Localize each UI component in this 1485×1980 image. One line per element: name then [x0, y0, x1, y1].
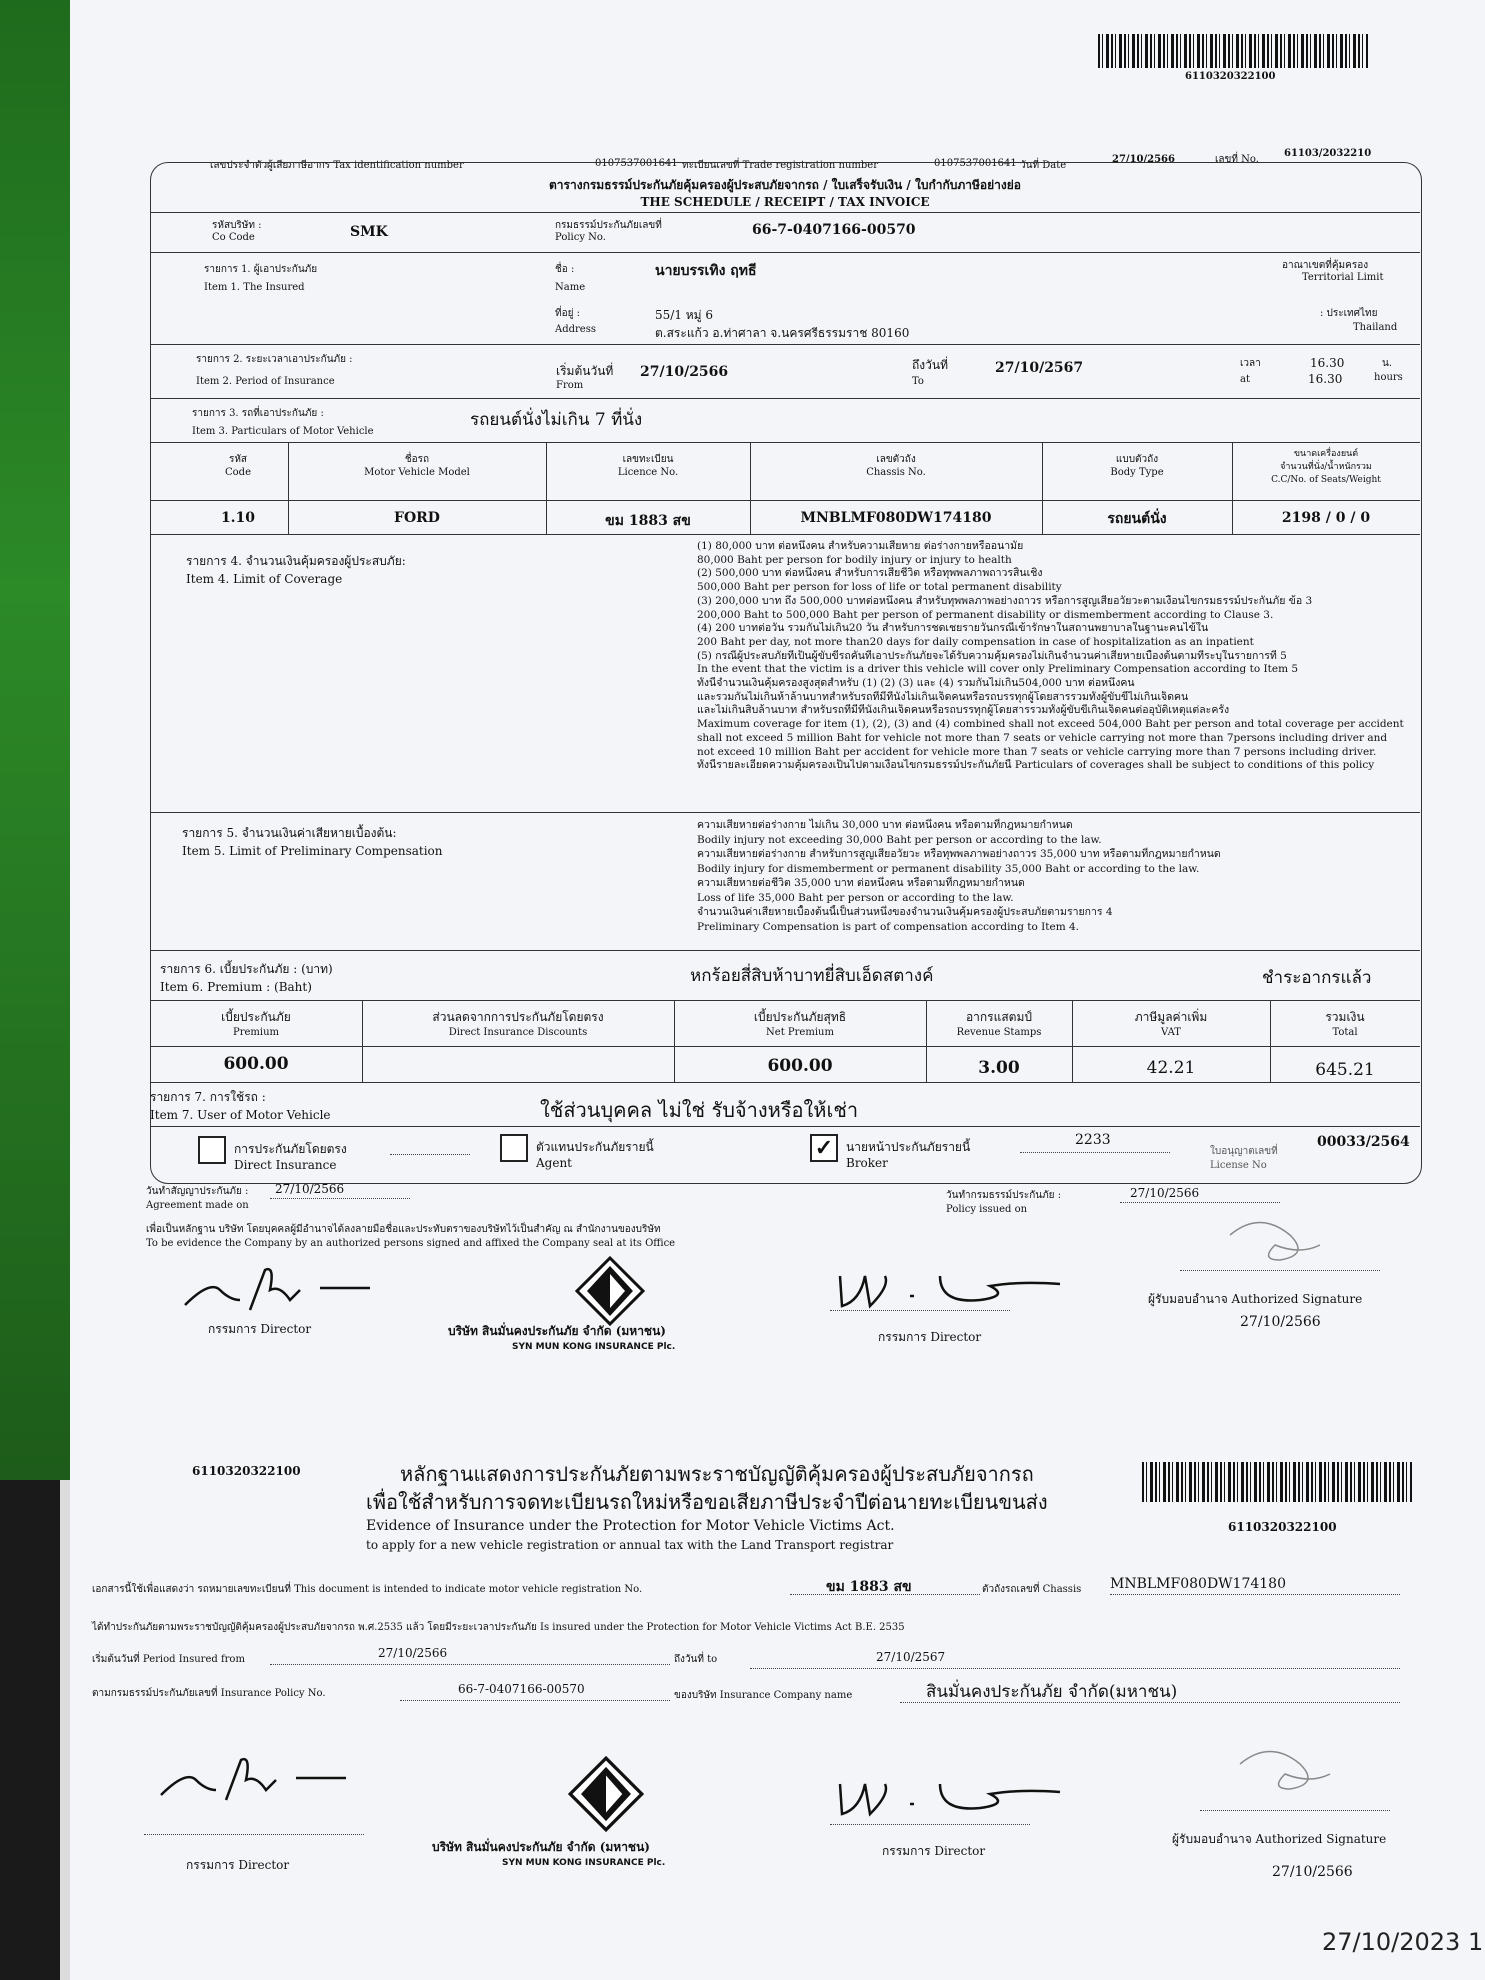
- period-to: 27/10/2567: [995, 360, 1084, 376]
- vehicle-header-cc: ขนาดเครื่องยนต์ จำนวนที่นั่ง/น้ำหนักรวม C.C/No. of Seats/Weight: [1271, 449, 1381, 485]
- insurance-document: [70, 0, 1485, 1980]
- company-name-th-2: บริษัท สินมั่นคงประกันภัย จำกัด (มหาชน): [432, 1840, 650, 1854]
- item4-label-en: Item 4. Limit of Coverage: [186, 572, 343, 586]
- license-number: 00033/2564: [1317, 1134, 1410, 1150]
- stamps-value: 3.00: [978, 1058, 1020, 1078]
- item2-label-en: Item 2. Period of Insurance: [196, 376, 335, 387]
- premium-header: เบี้ยประกันภัย Premium: [221, 1010, 291, 1038]
- net-premium-value: 600.00: [767, 1056, 833, 1076]
- item3-label-en: Item 3. Particulars of Motor Vehicle: [192, 426, 374, 437]
- top-barcode-number: 6110320322100: [1185, 71, 1276, 82]
- broker-code: 2233: [1075, 1132, 1111, 1148]
- evidence-from: 27/10/2566: [378, 1646, 448, 1660]
- item1-label-th: รายการ 1. ผู้เอาประกันภัย: [204, 264, 318, 275]
- evidence-text-en: To be evidence the Company by an authorized persons signed and affixed the Company seal at its Office: [146, 1238, 676, 1249]
- director-signature-4: [830, 1764, 1070, 1824]
- company-logo-icon: [575, 1256, 645, 1326]
- item6-label-en: Item 6. Premium : (Baht): [160, 980, 312, 994]
- agreement-label-en: Agreement made on: [146, 1200, 249, 1211]
- net-premium-header: เบี้ยประกันภัยสุทธิ Net Premium: [753, 1010, 847, 1038]
- territory-en: Territorial Limit: [1302, 272, 1384, 283]
- direct-insurance-label-en: Direct Insurance: [234, 1158, 337, 1172]
- doc-no-label: เลขที่ No.: [1215, 154, 1259, 165]
- item5-label-th: รายการ 5. จำนวนเงินค่าเสียหายเบื้องต้น:: [182, 826, 397, 840]
- name-label-en: Name: [555, 282, 586, 293]
- co-code: SMK: [350, 224, 388, 240]
- period-to-th: ถึงวันที่: [912, 358, 948, 372]
- vehicle-code: 1.10: [220, 510, 256, 526]
- policy-label-th: กรมธรรม์ประกันภัยเลขที่: [555, 220, 662, 231]
- policy-number: 66-7-0407166-00570: [752, 222, 916, 238]
- period-from-th: เริ่มต้นวันที่: [556, 364, 614, 378]
- evidence-from-label: เริ่มต้นวันที่ Period Insured from: [92, 1654, 245, 1665]
- evidence-text-th: เพื่อเป็นหลักฐาน บริษัท โดยบุคคลผู้มีอำนาจได้ลงลายมือชื่อและประทับตราของบริษัทไว้เป็นสำคัญ ณ สำนักงานของบริษัท: [146, 1224, 661, 1235]
- period-from: 27/10/2566: [640, 364, 729, 380]
- schedule-title: [150, 176, 1420, 209]
- doc-no: 61103/2032210: [1284, 148, 1372, 159]
- agreement-date: 27/10/2566: [275, 1182, 345, 1196]
- evidence-title-th2: เพื่อใช้สำหรับการจดทะเบียนรถใหม่หรือขอเสียภาษีประจำปีต่อนายทะเบียนขนส่ง: [366, 1490, 1048, 1514]
- policy-label-en: Policy No.: [555, 232, 606, 243]
- evidence-company-label: ของบริษัท Insurance Company name: [674, 1690, 853, 1701]
- agreement-label-th: วันทำสัญญาประกันภัย :: [146, 1186, 249, 1197]
- company-name-en-1: SYN MUN KONG INSURANCE Plc.: [512, 1342, 676, 1352]
- evidence-doc-number: 6110320322100: [192, 1464, 301, 1478]
- total-header: รวมเงิน Total: [1325, 1010, 1365, 1038]
- coverage-text: (1) 80,000 บาท ต่อหนึ่งคน สำหรับความเสียหาย ต่อร่างกายหรืออนามัย 80,000 Baht per person for bodily injury or injury to health (2) 500,000 บาท ต่อหนึ่งคน สำหรับการเสียชีวิต หรือทุพพลภาพถาวรสิ้นเชิง 500,000 Baht per person for loss of life or total permanent disability (3) 200,000 บาท ถึง 500,000 บาทต่อหนึ่งคน สำหรับทุพพลภาพอย่างถาวร หรือการสูญเสียอวัยวะตามเงื่อนไขกรมธรรม์ประกันภัย ข้อ 3 200,000 Baht to 500,000 Baht per person of permanent disability or dismemberment according to Clause 3. (4) 200 บาทต่อวัน รวมกันไม่เกิน20 วัน สำหรับการชดเชยรายวันกรณีเข้ารักษาในสถานพยาบาลในฐานะคนไข้ใน 200 Baht per day, not more than20 days for daily compensation in case of hospitalization as an inpatient (5) กรณีผู้ประสบภัยที่เป็นผู้ขับขี่รถคันที่เอาประกันภัยจะได้รับความคุ้มครองไม่เกินจำนวนค่าเสียหายเบื้องต้นตามที่ระบุในรายการที่ 5 In the event that the victim is a driver this vehicle will cover only Preliminary Compensation according to Item 5 ทั้งนี้จำนวนเงินคุ้มครองสูงสุดสำหรับ (1) (2) (3) และ (4) รวมกันไม่เกิน504,000 บาท ต่อหนึ่งคน และรวมกันไม่เกินห้าล้านบาทสำหรับรถที่มีที่นั่งไม่เกินเจ็ดคนหรือรถบรรทุกผู้โดยสารรวมทั้งผู้ขับขี่ไม่เกินเจ็ดคน และไม่เกินสิบล้านบาท สำหรับรถที่มีที่นั่งเกินเจ็ดคนหรือรถบรรทุกผู้โดยสารรวมทั้งผู้ขับขี่เกินเจ็ดคนต่ออุบัติเหตุแต่ละครั้ง Maximum coverage for item (1), (2), (3) and (4) combined shall not exceed 504,000 Baht per person and total coverage per accident shall not exceed 5 million Baht for vehicle not more than 7 seats or vehicle carrying not more than 7persons including driver and not exceed 10 million Baht per accident for vehicle more than 7 seats or vehicle carrying more than 7 persons including driver. ทั้งนี้รายละเอียดความคุ้มครองเป็นไปตามเงื่อนไขกรมธรรม์ประกันภัยนี้ Particulars of coverages shall be subject to conditions of this policy: [697, 540, 1404, 772]
- vat-value: 42.21: [1146, 1058, 1196, 1078]
- premium-value: 600.00: [223, 1054, 289, 1074]
- time-from: 16.30: [1310, 356, 1345, 370]
- evidence-chassis-label: ตัวถังรถเลขที่ Chassis: [982, 1584, 1082, 1595]
- director-signature-2: [830, 1256, 1070, 1316]
- period-from-en: From: [556, 380, 584, 391]
- stamps-header: อากรแสตมป์ Revenue Stamps: [956, 1010, 1042, 1038]
- time-to: 16.30: [1308, 372, 1343, 386]
- director-label-4: กรรมการ Director: [882, 1844, 986, 1858]
- evidence-title-en2: to apply for a new vehicle registration or annual tax with the Land Transport registrar: [366, 1538, 894, 1552]
- item1-label-en: Item 1. The Insured: [204, 282, 305, 293]
- vehicle-cc: 2198 / 0 / 0: [1281, 510, 1371, 526]
- header-date-label: วันที่ Date: [1020, 160, 1067, 171]
- evidence-reg: ขม 1883 สข: [826, 1579, 912, 1595]
- broker-label-en: Broker: [846, 1156, 888, 1170]
- license-label-en: License No: [1210, 1160, 1267, 1171]
- duty-paid: ชำระอากรแล้ว: [1262, 968, 1372, 988]
- vehicle-use: ใช้ส่วนบุคคล ไม่ใช่ รับจ้างหรือให้เช่า: [540, 1098, 859, 1122]
- vat-header: ภาษีมูลค่าเพิ่ม VAT: [1134, 1010, 1208, 1038]
- item7-label-en: Item 7. User of Motor Vehicle: [150, 1108, 331, 1122]
- company-name-th-1: บริษัท สินมั่นคงประกันภัย จำกัด (มหาชน): [448, 1324, 666, 1338]
- item2-label-th: รายการ 2. ระยะเวลาเอาประกันภัย :: [196, 354, 353, 365]
- evidence-title-th1: หลักฐานแสดงการประกันภัยตามพระราชบัญญัติคุ้มครองผู้ประสบภัยจากรถ: [400, 1462, 1034, 1486]
- background-dark: [0, 1480, 60, 1980]
- discount-header: ส่วนลดจากการประกันภัยโดยตรง Direct Insurance Discounts: [432, 1010, 604, 1038]
- tax-id-label: เลขประจำตัวผู้เสียภาษีอากร Tax identification number: [210, 160, 464, 171]
- vehicle-licence: ขม 1883 สข: [605, 513, 691, 529]
- item4-label-th: รายการ 4. จำนวนเงินคุ้มครองผู้ประสบภัย:: [186, 554, 406, 568]
- vehicle-header-model: ชื่อรถ Motor Vehicle Model: [364, 454, 470, 478]
- item5-label-en: Item 5. Limit of Preliminary Compensation: [182, 844, 443, 858]
- evidence-to: 27/10/2567: [876, 1650, 946, 1664]
- period-to-en: To: [912, 376, 924, 387]
- photo-timestamp: 27/10/2023 1: [1322, 1928, 1484, 1956]
- total-value: 645.21: [1315, 1060, 1375, 1080]
- vehicle-header-body: แบบตัวถัง Body Type: [1110, 454, 1164, 478]
- country-th: : ประเทศไทย: [1320, 308, 1378, 319]
- co-code-label-en: Co Code: [212, 232, 255, 243]
- authorized-date-1: 27/10/2566: [1240, 1314, 1321, 1330]
- time-label-th: เวลา: [1240, 358, 1261, 369]
- broker-checkbox[interactable]: [810, 1134, 838, 1162]
- time-unit-th: น.: [1382, 358, 1393, 369]
- territory-th: อาณาเขตที่คุ้มครอง: [1282, 260, 1369, 271]
- tax-id: 0107537001641: [595, 158, 678, 169]
- evidence-barcode: [1142, 1462, 1412, 1502]
- item7-label-th: รายการ 7. การใช้รถ :: [150, 1090, 266, 1104]
- title-th: ตารางกรมธรรม์ประกันภัยคุ้มครองผู้ประสบภัยจากรถ / ใบเสร็จรับเงิน / ใบกำกับภาษีอย่างย่อ: [549, 178, 1021, 192]
- agent-label-th: ตัวแทนประกันภัยรายนี้: [536, 1140, 654, 1154]
- evidence-barcode-number: 6110320322100: [1228, 1520, 1337, 1534]
- evidence-chassis: MNBLMF080DW174180: [1110, 1576, 1286, 1592]
- evidence-line2: ได้ทำประกันภัยตามพระราชบัญญัติคุ้มครองผู้ประสบภัยจากรถ พ.ศ.2535 แล้ว โดยมีระยะเวลาประกันภัย Is insured under the Protection for Motor Vehicle Victims Act B.E. 2535: [92, 1622, 905, 1633]
- address-line2: ต.สระแก้ว อ.ท่าศาลา จ.นครศรีธรรมราช 80160: [655, 326, 910, 340]
- name-label-th: ชื่อ :: [555, 264, 575, 275]
- authorized-date-2: 27/10/2566: [1272, 1864, 1353, 1880]
- vehicle-header-code: รหัส Code: [225, 454, 251, 478]
- evidence-title-en1: Evidence of Insurance under the Protection for Motor Vehicle Victims Act.: [366, 1518, 895, 1534]
- director-label-1: กรรมการ Director: [208, 1322, 312, 1336]
- issued-label-th: วันทำกรมธรรม์ประกันภัย :: [946, 1190, 1062, 1201]
- vehicle-header-licence: เลขทะเบียน Licence No.: [617, 454, 679, 478]
- title-en: THE SCHEDULE / RECEIPT / TAX INVOICE: [640, 195, 930, 209]
- direct-insurance-checkbox[interactable]: [198, 1136, 226, 1164]
- vehicle-header-chassis: เลขตัวถัง Chassis No.: [866, 454, 926, 478]
- issued-label-en: Policy issued on: [946, 1204, 1028, 1215]
- evidence-policy: 66-7-0407166-00570: [458, 1682, 585, 1696]
- country-en: Thailand: [1353, 322, 1398, 333]
- time-unit-en: hours: [1374, 372, 1403, 383]
- authorized-label-1: ผู้รับมอบอำนาจ Authorized Signature: [1148, 1292, 1363, 1306]
- premium-words: หกร้อยสี่สิบห้าบาทยี่สิบเอ็ดสตางค์: [690, 966, 934, 986]
- check-mark-icon: ✓: [814, 1135, 834, 1161]
- authorized-signature-2: [1230, 1744, 1340, 1799]
- director-signature-1: [180, 1260, 380, 1320]
- agent-label-en: Agent: [536, 1156, 572, 1170]
- header-date: 27/10/2566: [1112, 154, 1175, 165]
- time-label-en: at: [1240, 374, 1250, 385]
- director-label-2: กรรมการ Director: [878, 1330, 982, 1344]
- authorized-signature-1: [1220, 1215, 1330, 1270]
- director-label-3: กรรมการ Director: [186, 1858, 290, 1872]
- evidence-policy-label: ตามกรมธรรม์ประกันภัยเลขที่ Insurance Policy No.: [92, 1688, 326, 1699]
- address-line1: 55/1 หมู่ 6: [655, 308, 714, 322]
- evidence-line1: เอกสารนี้ใช้เพื่อแสดงว่า รถหมายเลขทะเบียนที่ This document is intended to indicate motor vehicle registration No.: [92, 1584, 643, 1595]
- vehicle-body: รถยนต์นั่ง: [1107, 511, 1167, 527]
- preliminary-text: ความเสียหายต่อร่างกาย ไม่เกิน 30,000 บาท ต่อหนึ่งคน หรือตามที่กฎหมายกำหนด Bodily injury not exceeding 30,000 Baht per person or according to the law. ความเสียหายต่อร่างกาย สำหรับการสูญเสียอวัยวะ หรือทุพพลภาพอย่างถาวร 35,000 บาท หรือตามที่กฎหมายกำหนด Bodily injury for dismemberment or permanent disability 35,000 Baht or according to the law. ความเสียหายต่อชีวิต 35,000 บาท ต่อหนึ่งคน หรือตามที่กฎหมายกำหนด Loss of life 35,000 Baht per person or according to the law. จำนวนเงินค่าเสียหายเบื้องต้นนี้เป็นส่วนหนึ่งของจำนวนเงินคุ้มครองผู้ประสบภัยตามรายการ 4 Preliminary Compensation is part of compensation according to Item 4.: [697, 819, 1221, 933]
- company-logo-icon-2: [568, 1756, 644, 1832]
- co-code-label-th: รหัสบริษัท :: [212, 220, 262, 231]
- agent-checkbox[interactable]: [500, 1134, 528, 1162]
- item3-label-th: รายการ 3. รถที่เอาประกันภัย :: [192, 408, 324, 419]
- evidence-company: สินมั่นคงประกันภัย จำกัด(มหาชน): [926, 1682, 1178, 1702]
- direct-insurance-label-th: การประกันภัยโดยตรง: [234, 1142, 347, 1156]
- trade-reg: 0107537001641: [934, 158, 1017, 169]
- vehicle-chassis: MNBLMF080DW174180: [800, 510, 992, 526]
- license-label-th: ใบอนุญาตเลขที่: [1210, 1146, 1278, 1157]
- trade-reg-label: ทะเบียนเลขที่ Trade registration number: [682, 160, 878, 171]
- evidence-to-label: ถึงวันที่ to: [674, 1654, 718, 1665]
- address-label-en: Address: [555, 324, 596, 335]
- director-signature-3: [156, 1750, 356, 1810]
- insured-name: นายบรรเทิง ฤทธี: [655, 263, 757, 279]
- broker-label-th: นายหน้าประกันภัยรายนี้: [846, 1140, 971, 1154]
- issued-date: 27/10/2566: [1130, 1186, 1200, 1200]
- company-name-en-2: SYN MUN KONG INSURANCE Plc.: [502, 1858, 666, 1868]
- vehicle-type: รถยนต์นั่งไม่เกิน 7 ที่นั่ง: [470, 410, 643, 430]
- authorized-label-2: ผู้รับมอบอำนาจ Authorized Signature: [1172, 1832, 1387, 1846]
- vehicle-model: FORD: [394, 510, 440, 526]
- item6-label-th: รายการ 6. เบี้ยประกันภัย : (บาท): [160, 962, 333, 976]
- address-label-th: ที่อยู่ :: [555, 308, 581, 319]
- top-barcode: [1098, 34, 1368, 68]
